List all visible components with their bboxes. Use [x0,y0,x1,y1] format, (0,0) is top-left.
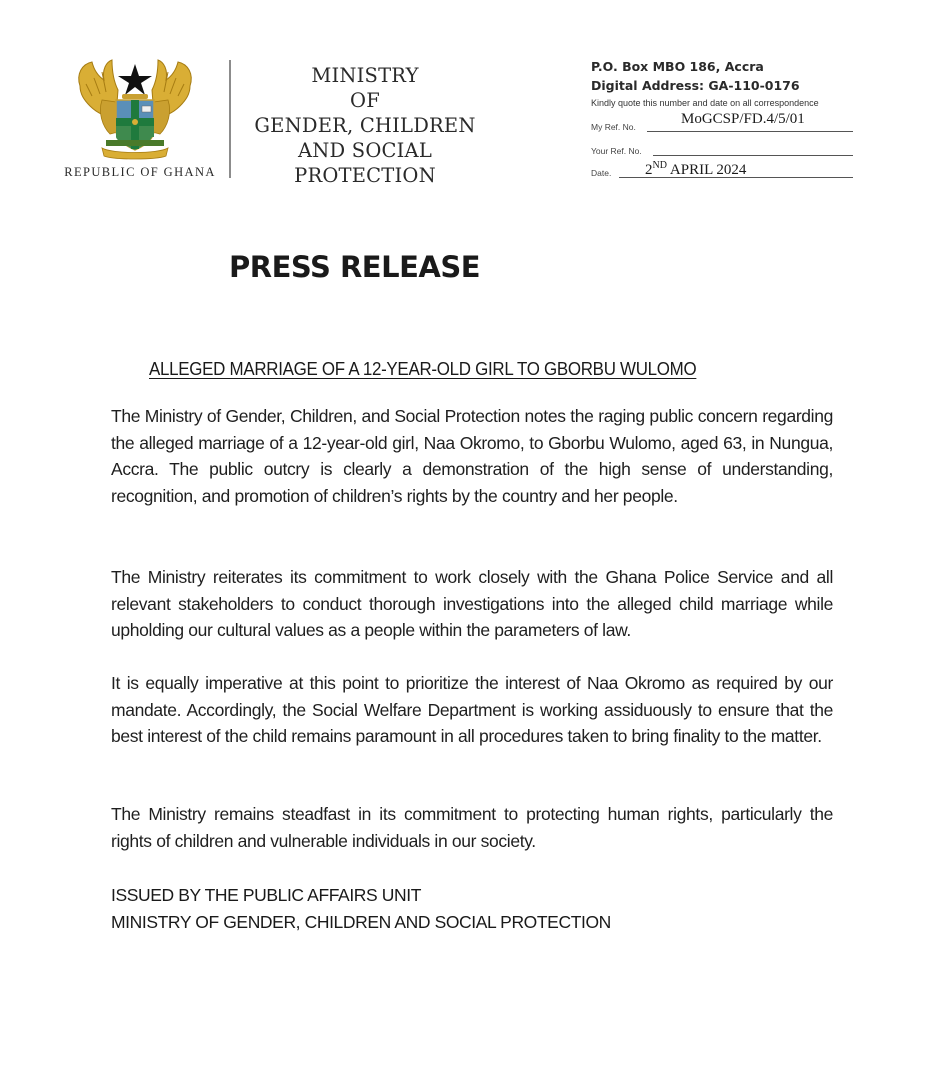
body-paragraph: It is equally imperative at this point to prioritize the interest of Naa Okromo as required by our mandate. Accordingly, the Social Welfare Department is working assiduously to ensure that the best interest of the child remains paramount in all procedures taken to bring finality to the matter. [111,673,833,746]
date-month-year: APRIL 2024 [669,162,747,178]
republic-of-ghana-label: REPUBLIC OF GHANA [64,165,216,179]
page-title: PRESS RELEASE [229,250,481,284]
body-paragraph: The Ministry remains steadfast in its commitment to protecting human rights, particularly the rights of children and vulnerable individuals in our society. [111,804,833,851]
subject-heading: ALLEGED MARRIAGE OF A 12-YEAR-OLD GIRL TO GBORBU WULOMO [149,359,697,379]
issued-by-ministry: MINISTRY OF GENDER, CHILDREN AND SOCIAL PROTECTION [111,912,611,932]
po-box-address: P.O. Box MBO 186, Accra [591,59,764,74]
my-ref-label: My Ref. No. [591,122,636,132]
ministry-name-line: AND SOCIAL [298,139,432,162]
body-paragraph: The Ministry of Gender, Children, and Social Protection notes the raging public concern regarding the alleged marriage of a 12-year-old girl, Naa Okromo, to Gborbu Wulomo, aged 63, in Nungua, Accra. The public outcry is clearly a demonstration of the high sense of understanding, recognition, and promotion of children’s rights by the country and her people. [111,406,833,506]
date-day: 2 [645,162,653,178]
your-ref-rule [653,155,853,156]
issued-by-block [111,882,611,936]
my-ref-rule [647,131,853,132]
correspondence-note: Kindly quote this number and date on all correspondence [591,98,819,108]
ministry-name-line: GENDER, CHILDREN [254,114,476,137]
my-ref-row [591,111,853,133]
date-row [591,160,853,179]
postal-address-block [591,57,871,95]
body-paragraph: The Ministry reiterates its commitment to work closely with the Ghana Police Service and all relevant stakeholders to conduct thorough investigations into the alleged child marriage while upholding our cultural values as a people within the parameters of law. [111,567,833,640]
ministry-name-line: OF [350,89,380,112]
digital-address: Digital Address: GA-110-0176 [591,78,800,93]
ghana-coat-of-arms-icon [72,56,198,164]
date-suffix: ND [652,160,667,171]
your-ref-row [591,141,853,157]
my-ref-value: MoGCSP/FD.4/5/01 [681,111,805,127]
date-label: Date. [591,168,612,178]
date-value [645,162,746,179]
letterhead-divider [229,60,231,178]
ministry-name-line: PROTECTION [294,164,436,187]
ministry-name-line: MINISTRY [311,64,419,87]
ministry-name-block [240,63,490,188]
your-ref-label: Your Ref. No. [591,146,642,156]
issued-by-unit: ISSUED BY THE PUBLIC AFFAIRS UNIT [111,885,421,905]
